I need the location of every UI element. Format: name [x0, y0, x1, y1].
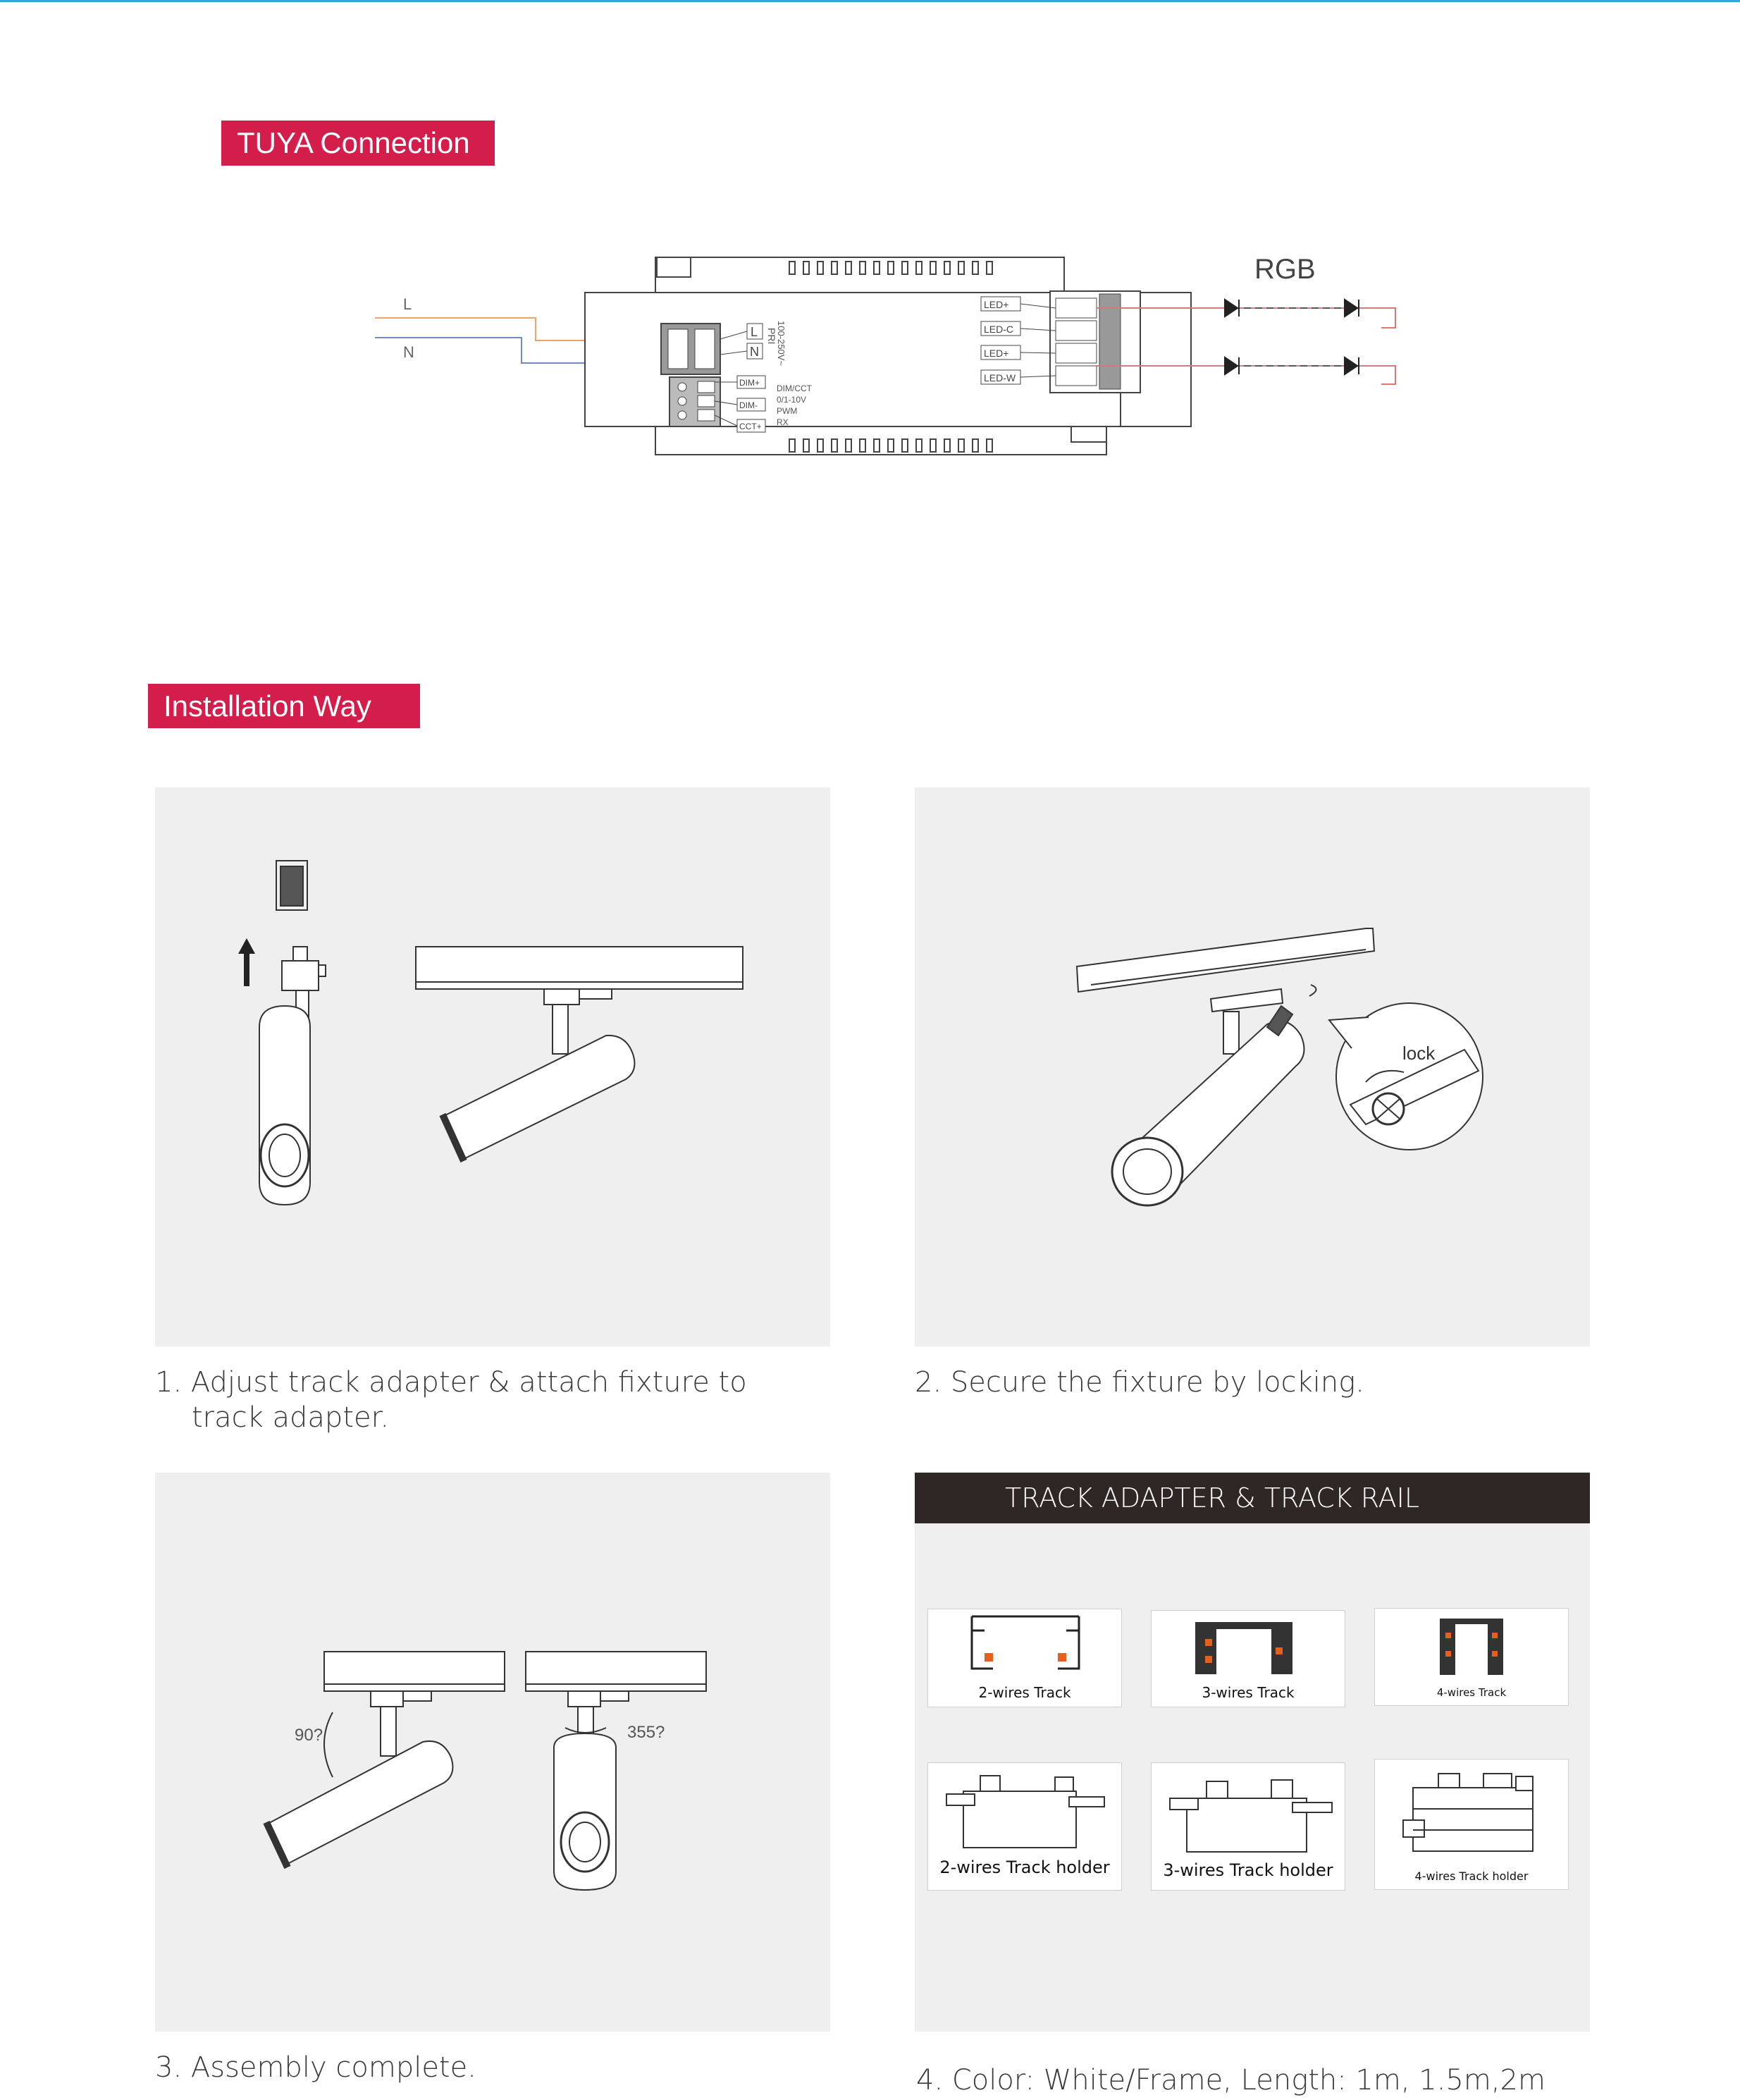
- line-n-label: N: [403, 343, 414, 361]
- top-rule: [0, 0, 1740, 2]
- holder-3-wires-label: 3-wires Track holder: [1163, 1860, 1333, 1880]
- step1-caption: [155, 1365, 817, 1435]
- holder-4-wires-drawing: [1375, 1760, 1569, 1865]
- dim-mode-2: 0/1-10V: [777, 395, 807, 405]
- dim-terminal-1: DIM+: [739, 378, 760, 388]
- holder-3-wires-drawing: [1152, 1763, 1346, 1862]
- installation-way-heading: Installation Way: [148, 684, 420, 728]
- holder-3-wires: [1151, 1762, 1345, 1891]
- holder-4-wires-label: 4-wires Track holder: [1414, 1869, 1529, 1883]
- pri-label: PRI: [766, 328, 777, 345]
- holder-2-wires: [927, 1762, 1122, 1891]
- holder-2-wires-label: 2-wires Track holder: [939, 1858, 1110, 1877]
- terminal-n-label: N: [750, 345, 759, 359]
- holder-4-wires: [1374, 1759, 1569, 1890]
- rgb-label: RGB: [1254, 254, 1316, 285]
- rail-3-wires-drawing: [1152, 1611, 1346, 1681]
- led-output-3: LED+: [984, 348, 1009, 359]
- step1-caption-line2: track adapter.: [192, 1401, 390, 1434]
- track-panel: [915, 1473, 1590, 2032]
- rail-4-wires-label: 4-wires Track: [1436, 1686, 1507, 1699]
- rotate-angle-label: 355?: [627, 1723, 665, 1742]
- led-output-1: LED+: [984, 299, 1009, 310]
- step2-caption: 2. Secure the fixture by locking.: [915, 1366, 1364, 1399]
- track-panel-header: TRACK ADAPTER & TRACK RAIL: [915, 1473, 1590, 1523]
- led-output-4: LED-W: [984, 372, 1016, 383]
- terminal-l-label: L: [751, 325, 758, 339]
- rail-2-wires-drawing: [928, 1609, 1123, 1680]
- fixture-lock-drawing: [915, 787, 1590, 1346]
- dim-mode-3: PWM: [777, 406, 798, 416]
- rail-3-wires-label: 3-wires Track: [1202, 1684, 1295, 1701]
- step1-illustration-panel: [155, 787, 830, 1346]
- line-l-label: L: [403, 295, 412, 313]
- rail-3-wires: [1151, 1610, 1345, 1707]
- rail-4-wires: [1374, 1608, 1569, 1706]
- holder-2-wires-drawing: [928, 1763, 1123, 1862]
- rail-2-wires-label: 2-wires Track: [978, 1684, 1071, 1701]
- lock-label: lock: [1402, 1043, 1436, 1064]
- dim-terminal-3: CCT+: [739, 422, 762, 431]
- step2-illustration-panel: [915, 787, 1590, 1346]
- step3-caption: 3. Assembly complete.: [155, 2051, 476, 2084]
- dim-mode-4: RX: [777, 417, 789, 427]
- tilt-angle-label: 90?: [295, 1726, 323, 1745]
- rail-2-wires: [927, 1609, 1122, 1707]
- step3-illustration-panel: [155, 1473, 830, 2032]
- tuya-connection-heading: TUYA Connection: [221, 121, 495, 166]
- assembly-complete-drawing: [155, 1473, 830, 2032]
- input-voltage-label: 100-250V~: [776, 321, 786, 366]
- wiring-diagram: [366, 250, 1409, 462]
- dim-mode-1: DIM/CCT: [777, 383, 812, 393]
- rail-4-wires-drawing: [1375, 1609, 1569, 1679]
- fixture-attach-drawing: [155, 787, 830, 1346]
- step4-caption: 4. Color: White/Frame, Length: 1m, 1.5m,2m: [916, 2064, 1545, 2096]
- dim-terminal-2: DIM-: [739, 400, 758, 410]
- led-output-2: LED-C: [984, 324, 1014, 335]
- step1-caption-line1: 1. Adjust track adapter & attach fixture to: [155, 1366, 747, 1399]
